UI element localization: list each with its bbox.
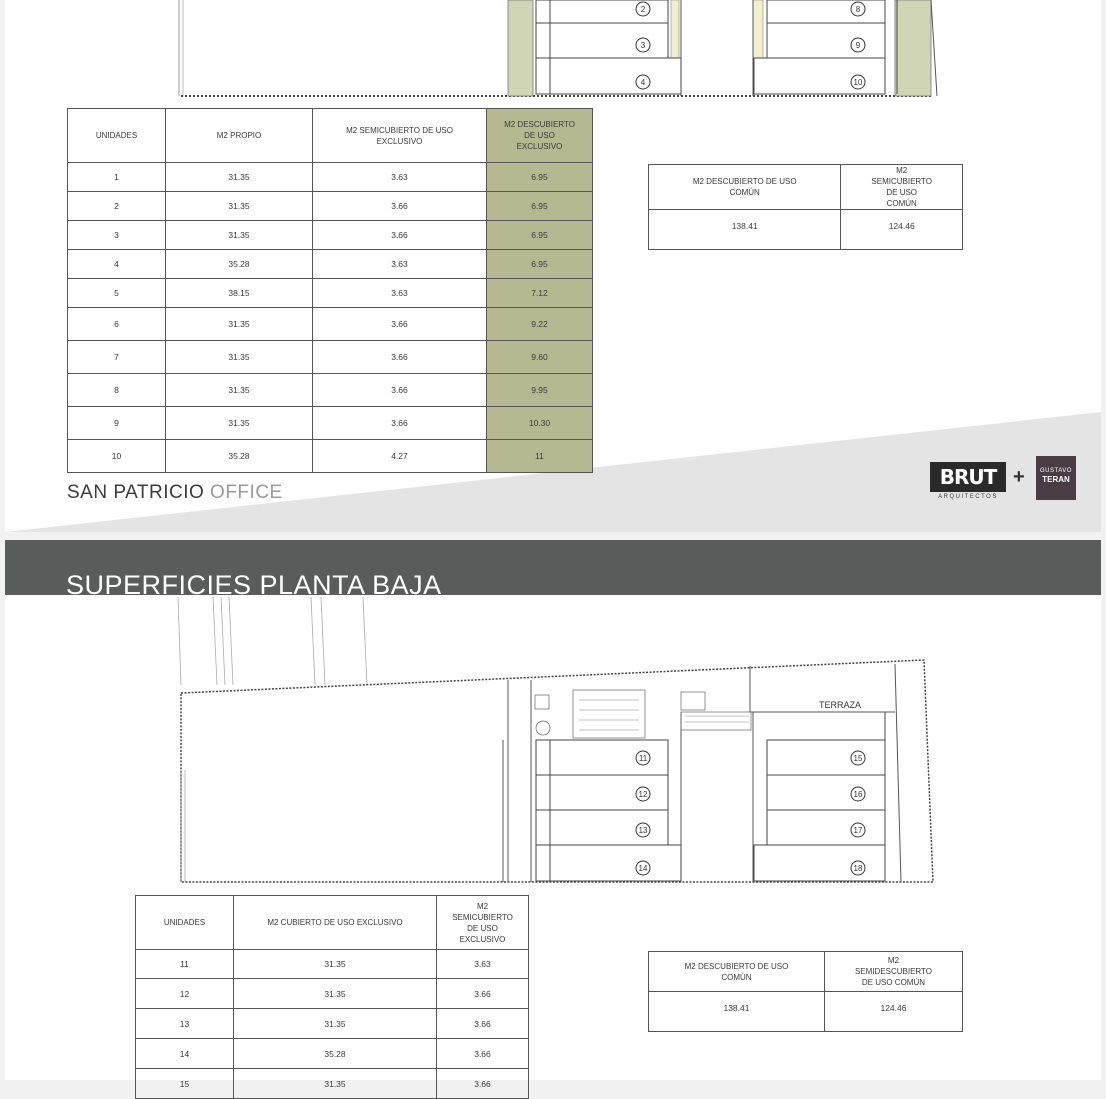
units-table-bottom: [135, 895, 529, 1099]
table-cell: 4: [68, 250, 166, 279]
table-cell: 9: [68, 407, 166, 440]
table-row: [68, 250, 593, 279]
table-cell: 31.35: [166, 407, 313, 440]
table-row: [68, 221, 593, 250]
logo-plus: +: [1013, 466, 1025, 488]
table-cell: 3.66: [313, 341, 487, 374]
value-descubierto-comun: 138.41: [649, 210, 841, 250]
table-cell: 7: [68, 341, 166, 374]
table-row: [136, 1009, 529, 1039]
brut-logo: BRUT: [930, 462, 1006, 492]
unit-markers-top: [636, 2, 865, 89]
table-cell: 3.66: [313, 192, 487, 221]
unit-marker-label: 12: [638, 790, 648, 799]
unit-marker-label: 2: [640, 5, 646, 14]
table-cell: 4.27: [313, 440, 487, 473]
table-cell: 35.28: [166, 440, 313, 473]
header-semicubierto: M2 SEMICUBIERTO DE USO EXCLUSIVO: [437, 896, 529, 950]
table-row: [68, 163, 593, 192]
table-cell: 31.35: [166, 341, 313, 374]
table-row: [68, 192, 593, 221]
table-cell: 14: [136, 1039, 234, 1069]
table-cell: 31.35: [166, 308, 313, 341]
table-row: [136, 1069, 529, 1099]
table-cell: 8: [68, 374, 166, 407]
table-cell: 3.63: [313, 279, 487, 308]
header-cubierto: M2 CUBIERTO DE USO EXCLUSIVO: [234, 896, 437, 950]
table-cell: 31.35: [234, 1069, 437, 1099]
table-row: [68, 279, 593, 308]
table-cell: 3.66: [313, 221, 487, 250]
header-semicubierto-comun: M2 SEMICUBIERTO DE USO COMÚN: [841, 165, 963, 210]
table-cell: 7.12: [487, 279, 593, 308]
common-table-top: [648, 164, 963, 250]
table-cell: 9.95: [487, 374, 593, 407]
value-semidescubierto-comun: 124.46: [824, 992, 962, 1032]
brut-logo-subtitle: ARQUITECTOS: [938, 494, 998, 500]
table-cell: 3.66: [437, 1009, 529, 1039]
table-cell: 31.35: [234, 1009, 437, 1039]
table-cell: 3.66: [437, 1069, 529, 1099]
table-cell: 6.95: [487, 250, 593, 279]
table-cell: 3.66: [313, 374, 487, 407]
header-descubierto-comun: M2 DESCUBIERTO DE USO COMÚN: [649, 952, 825, 992]
unit-marker-label: 14: [638, 864, 648, 873]
table-cell: 35.28: [166, 250, 313, 279]
header-unidades: UNIDADES: [68, 109, 166, 163]
table-row: [136, 950, 529, 979]
footer-title-bold: SAN PATRICIO: [67, 482, 205, 503]
footer-title: [67, 482, 283, 504]
table-cell: 1: [68, 163, 166, 192]
header-m2-propio: M2 PROPIO: [166, 109, 313, 163]
table-cell: 5: [68, 279, 166, 308]
unit-marker-label: 17: [853, 826, 863, 835]
table-cell: 31.35: [234, 979, 437, 1009]
unit-marker-label: 15: [853, 754, 863, 763]
footer-title-light: OFFICE: [210, 482, 283, 503]
table-row: [68, 407, 593, 440]
common-table-bottom: [648, 951, 963, 1032]
table-cell: 6.95: [487, 163, 593, 192]
value-descubierto-comun: 138.41: [649, 992, 825, 1032]
page-bottom: [5, 540, 1101, 1089]
table-cell: 3.66: [437, 979, 529, 1009]
banner-title: SUPERFICIES PLANTA BAJA: [66, 570, 442, 600]
unit-marker-label: 4: [640, 78, 646, 87]
page-top: [5, 0, 1101, 532]
table-cell: 6.95: [487, 221, 593, 250]
table-row: [68, 341, 593, 374]
table-cell: 9.60: [487, 341, 593, 374]
table-cell: 38.15: [166, 279, 313, 308]
table-cell: 6.95: [487, 192, 593, 221]
table-row: [68, 374, 593, 407]
header-semidescubierto-comun: M2 SEMIDESCUBIERTO DE USO COMÚN: [824, 952, 962, 992]
header-semicubierto: M2 SEMICUBIERTO DE USO EXCLUSIVO: [313, 109, 487, 163]
teran-logo-name: TERAN: [1042, 475, 1070, 484]
table-cell: 9.22: [487, 308, 593, 341]
unit-marker-label: 10: [853, 78, 863, 87]
table-cell: 2: [68, 192, 166, 221]
value-semicubierto-comun: 124.46: [841, 210, 963, 250]
unit-marker-label: 13: [638, 826, 648, 835]
unit-marker-label: 11: [638, 754, 648, 763]
terraza-label: TERRAZA: [818, 700, 862, 710]
units-table-top: [67, 108, 593, 473]
table-cell: 31.35: [166, 163, 313, 192]
table-cell: 11: [487, 440, 593, 473]
table-cell: 3.66: [313, 407, 487, 440]
header-descubierto: M2 DESCUBIERTO DE USO EXCLUSIVO: [487, 109, 593, 163]
header-unidades: UNIDADES: [136, 896, 234, 950]
unit-marker-label: 8: [855, 5, 861, 14]
table-cell: 3.63: [437, 950, 529, 979]
table-cell: 10.30: [487, 407, 593, 440]
teran-logo-top: GUSTAVO: [1040, 468, 1072, 474]
table-row: [136, 1039, 529, 1069]
table-cell: 3.66: [313, 308, 487, 341]
unit-markers-bottom: [636, 751, 865, 875]
header-descubierto-comun: M2 DESCUBIERTO DE USO COMÚN: [649, 165, 841, 210]
teran-logo: [1036, 456, 1076, 500]
table-row: [68, 440, 593, 473]
table-cell: 31.35: [234, 950, 437, 979]
table-cell: 10: [68, 440, 166, 473]
table-row: [136, 979, 529, 1009]
table-cell: 31.35: [166, 374, 313, 407]
table-cell: 11: [136, 950, 234, 979]
table-cell: 6: [68, 308, 166, 341]
table-cell: 3.63: [313, 163, 487, 192]
table-cell: 3: [68, 221, 166, 250]
table-row: [68, 308, 593, 341]
unit-marker-label: 9: [855, 41, 861, 50]
table-cell: 13: [136, 1009, 234, 1039]
table-cell: 3.66: [437, 1039, 529, 1069]
table-cell: 31.35: [166, 192, 313, 221]
unit-marker-label: 18: [853, 864, 863, 873]
unit-marker-label: 3: [640, 41, 646, 50]
table-cell: 31.35: [166, 221, 313, 250]
table-cell: 12: [136, 979, 234, 1009]
table-cell: 3.63: [313, 250, 487, 279]
unit-marker-label: 16: [853, 790, 863, 799]
table-cell: 35.28: [234, 1039, 437, 1069]
table-cell: 15: [136, 1069, 234, 1099]
